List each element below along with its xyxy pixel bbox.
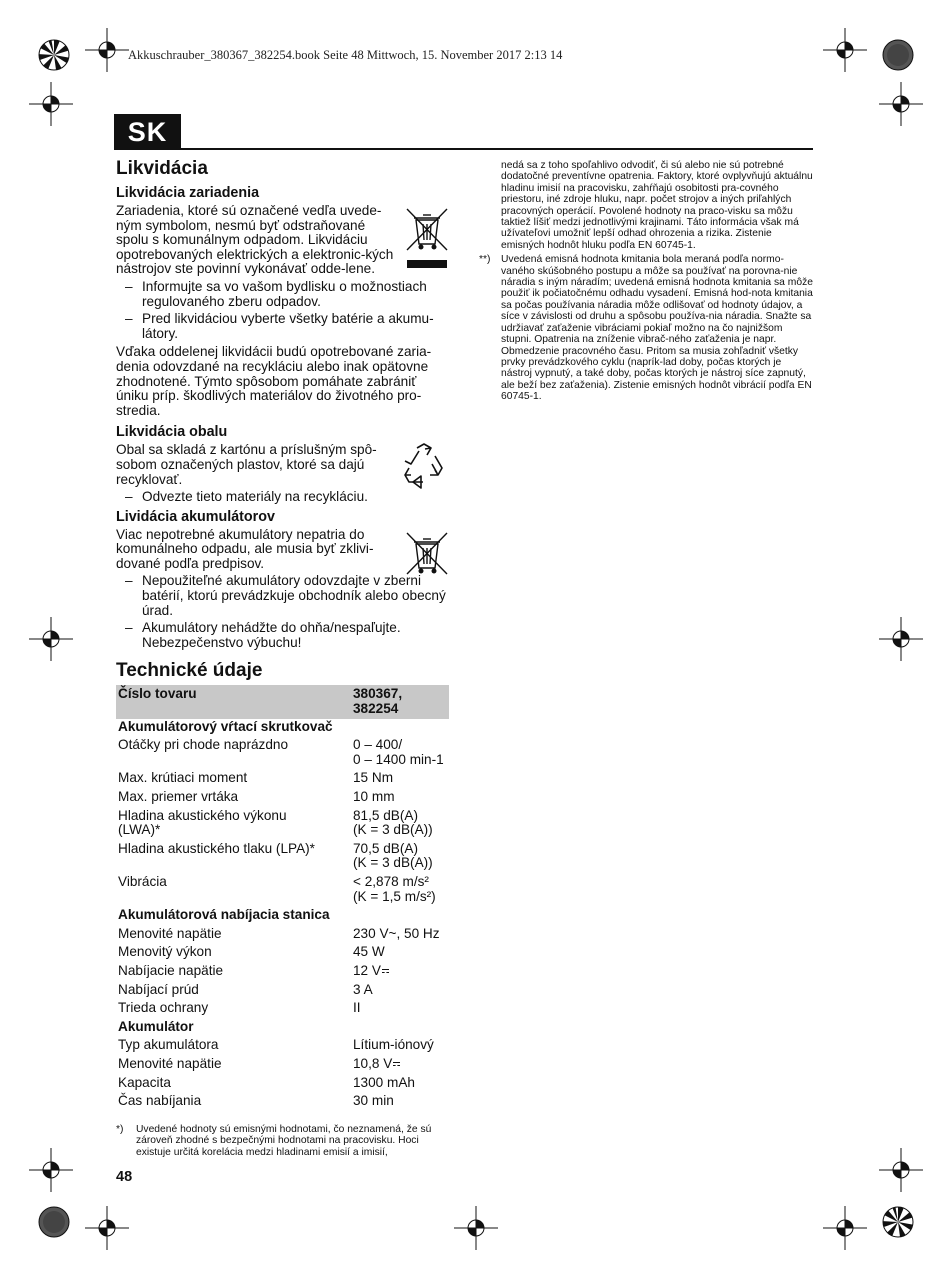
table-row bbox=[116, 770, 449, 789]
packaging-disposal-text: Obal sa skladá z kartónu a príslušným spô-sobom označených plastov, ktoré sa dajú recyklovať. bbox=[116, 442, 377, 487]
crossed-out-wheelie-bin-icon bbox=[405, 206, 449, 270]
registration-mark-icon bbox=[82, 28, 132, 78]
battery-disposal-heading: Lividácia akumulátorov bbox=[116, 508, 275, 525]
color-calibration-circle-icon bbox=[32, 1200, 76, 1244]
battery-disposal-section bbox=[116, 509, 449, 651]
table-cell-value: 230 V~, 50 Hz bbox=[353, 925, 440, 941]
registration-mark-icon bbox=[26, 82, 76, 132]
table-cell-label: Max. priemer vrtáka bbox=[118, 789, 239, 804]
left-column bbox=[116, 158, 449, 1158]
table-cell-value: 10,8 V bbox=[353, 1055, 393, 1071]
table-cell-label: Čas nabíjania bbox=[118, 1093, 202, 1109]
table-cell-label: Kapacita bbox=[118, 1074, 171, 1090]
device-disposal-section bbox=[116, 185, 449, 418]
table-row bbox=[116, 1075, 449, 1094]
table-cell-value: 3 A bbox=[353, 981, 373, 997]
list-item: – Informujte sa vo vašom bydlisku o možnostiach regulovaného zberu odpadov. bbox=[116, 280, 449, 309]
table-cell-label: Nabíjacie napätie bbox=[118, 962, 224, 978]
table-row bbox=[116, 874, 449, 907]
table-cell-value: 10 mm bbox=[353, 789, 395, 804]
packaging-disposal-section bbox=[116, 424, 449, 504]
device-disposal-heading: Likvidácia zariadenia bbox=[116, 185, 260, 201]
table-row bbox=[116, 808, 449, 841]
registration-mark-icon bbox=[820, 1206, 870, 1256]
running-head: Akkuschrauber_380367_382254.book Seite 48 Mittwoch, 15. November 2017 2:13 14 bbox=[128, 48, 563, 62]
registration-mark-icon bbox=[876, 1148, 926, 1198]
table-cell-label: Typ akumulátora bbox=[118, 1037, 219, 1053]
table-row bbox=[116, 737, 449, 770]
table-row bbox=[116, 1037, 449, 1056]
table-cell-value-dc bbox=[351, 1056, 449, 1075]
table-header-label: Číslo tovaru bbox=[116, 685, 351, 718]
footnote-marker: *) bbox=[116, 1123, 124, 1135]
battery-disposal-text: Viac nepotrebné akumulátory nepatria do komunálneho odpadu, ale musia byť zklivi-dované podľa predpisov. bbox=[116, 526, 374, 571]
table-header-row bbox=[116, 685, 449, 718]
table-row bbox=[116, 1093, 449, 1112]
table-row bbox=[116, 1000, 449, 1019]
registration-mark-icon bbox=[876, 617, 926, 667]
table-cell-label: Hladina akustického výkonu (LWA)* bbox=[118, 807, 287, 838]
list-item: – Pred likvidáciou vyberte všetky batérie a akumu-látory. bbox=[116, 312, 449, 341]
table-group-row bbox=[116, 719, 449, 738]
footnote-text: Uvedená emisná hodnota kmitania bola meraná podľa normo-vaného skúšobného postupu a môže sa používať na porovna-nie náradia s iným náradím; uvedená emisná hodnota kmitania sa môže použiť ik počiatočnému odhadu vysadení. Emisná hod-nota kmitania sa počas používania náradia môže odlišovať od hodnoty údajov, a síce v závislosti od druhu a spôsobu používa-nia náradia. Snažte sa udržiavať zaťaženie vibráciami pokiaľ možno na čo najnižšom stupni. Opatrenia na zníženie vibrač-ného zaťaženia je napr. Obmedzenie pracovného času. Pritom sa musia zohľadniť všetky prvky prevádzkového cyklu (naprík-lad doby, počas ktorých je nástroj vypnutý, a také doby, počas ktorých je nástroj síce zapnutý, ale beží bez zaťaženia). Zistenie emisných hodnôt vibrácií podľa EN 60745-1. bbox=[501, 254, 813, 403]
list-item: – Nepoužiteľné akumulátory odovzdajte v zberni batérií, ktorú prevádzkuje obchodník alebo obecný úrad. bbox=[116, 574, 449, 618]
table-row bbox=[116, 944, 449, 963]
table-group-title: Akumulátorový vŕtací skrutkovač bbox=[118, 718, 333, 734]
disposal-heading: Likvidácia bbox=[116, 158, 208, 179]
table-cell-label: Max. krútiaci moment bbox=[118, 770, 248, 786]
table-row bbox=[116, 841, 449, 874]
right-column bbox=[479, 160, 813, 403]
list-item: – Akumulátory nehádžte do ohňa/nespaľujte. Nebezpečenstvo výbuchu! bbox=[116, 621, 449, 650]
table-cell-value: 1300 mAh bbox=[353, 1074, 415, 1090]
language-badge: SK bbox=[114, 114, 181, 150]
color-calibration-circle-icon bbox=[876, 33, 920, 77]
table-cell-value: 81,5 dB(A) (K = 3 dB(A)) bbox=[353, 807, 433, 838]
table-cell-value-dc bbox=[351, 963, 449, 982]
footnote-star bbox=[116, 1124, 449, 1158]
registration-mark-icon bbox=[82, 1206, 132, 1256]
table-row bbox=[116, 963, 449, 982]
table-row bbox=[116, 926, 449, 945]
table-group-title: Akumulátorová nabíjacia stanica bbox=[118, 907, 330, 923]
table-cell-value: 70,5 dB(A) (K = 3 dB(A)) bbox=[353, 840, 433, 871]
table-group-row bbox=[116, 907, 449, 926]
top-rule bbox=[114, 148, 813, 150]
table-cell-label: Menovité napätie bbox=[118, 1055, 222, 1071]
footnote-marker: **) bbox=[479, 254, 491, 266]
direct-current-icon bbox=[382, 968, 389, 974]
registration-mark-icon bbox=[876, 82, 926, 132]
table-group-row bbox=[116, 1019, 449, 1038]
table-cell-value: < 2,878 m/s² (K = 1,5 m/s²) bbox=[353, 873, 436, 904]
registration-mark-icon bbox=[26, 1148, 76, 1198]
technical-data-table bbox=[116, 685, 449, 1111]
footnote-text: nedá sa z toho spoľahlivo odvodiť, či sú alebo nie sú potrebné dodatočné preventívne opatrenia. Faktory, ktoré ovplyvňujú aktuálnu hladinu imisií na pracovisku, zahŕňajú osobitosti pra-covného priestoru, iné zdroje hluku, napr. počet strojov a iných priľahlých pracovných operácií. Povolené hodnoty na praco-visku sa môžu taktiež líšiť medzi jednotlivými krajinami. Táto informácia však má užívateľovi umožniť lepší odhad ohrozenia a rizika. Zistenie emisných hodnôt hluku podľa EN 60745-1. bbox=[501, 160, 813, 251]
table-group-title: Akumulátor bbox=[118, 1018, 194, 1034]
packaging-disposal-heading: Likvidácia obalu bbox=[116, 424, 228, 441]
table-row bbox=[116, 982, 449, 1001]
table-row bbox=[116, 789, 449, 808]
registration-mark-icon bbox=[876, 1200, 920, 1244]
table-cell-label: Hladina akustického tlaku (LPA)* bbox=[118, 840, 315, 856]
device-disposal-list bbox=[116, 280, 449, 341]
packaging-disposal-list bbox=[116, 490, 449, 505]
table-cell-label: Menovité napätie bbox=[118, 925, 222, 941]
table-cell-value: 0 – 400/ 0 – 1400 min-1 bbox=[353, 737, 444, 767]
table-cell-label: Menovitý výkon bbox=[118, 944, 212, 960]
page-number: 48 bbox=[116, 1169, 133, 1185]
crossed-out-wheelie-bin-icon bbox=[405, 530, 449, 576]
direct-current-icon bbox=[393, 1061, 400, 1067]
table-cell-value: 30 min bbox=[353, 1093, 394, 1109]
footnote-star-continued bbox=[479, 160, 813, 251]
table-header-value: 380367, 382254 bbox=[351, 685, 449, 718]
device-disposal-text: Zariadenia, ktoré sú označené vedľa uvede-ným symbolom, nesmú byť odstraňované spolu s komunálnym odpadom. Likvidáciu opotrebovaných elektrických a elektronic-kých nástrojov ste povinní vykonávať odde-lene. bbox=[116, 203, 394, 277]
table-cell-label: Nabíjací prúd bbox=[118, 981, 199, 997]
device-disposal-text-2: Vďaka oddelenej likvidácii budú opotrebované zaria-denia odovzdané na recykláciu alebo inak opätovne zhodnotené. Týmto spôsobom pomáhate zabrániť úniku príp. škodlivých materiálov do životného pro-stredia. bbox=[116, 344, 432, 418]
table-cell-value: 12 V bbox=[353, 962, 381, 978]
table-cell-value: Lítium-iónový bbox=[353, 1037, 434, 1053]
registration-mark-icon bbox=[32, 33, 76, 77]
table-cell-label: Otáčky pri chode naprázdno bbox=[118, 737, 289, 753]
table-cell-label: Trieda ochrany bbox=[118, 1000, 209, 1016]
registration-mark-icon bbox=[820, 28, 870, 78]
table-cell-value: II bbox=[353, 1000, 361, 1016]
footnote-text: Uvedené hodnoty sú emisnými hodnotami, čo neznamená, že sú zároveň zhodné s bezpečnými hodnotami na pracovisku. Hoci existuje určitá korelácia medzi hladinami emisií a imisií, bbox=[136, 1123, 432, 1158]
table-cell-value: 15 Nm bbox=[353, 770, 394, 786]
registration-mark-icon bbox=[451, 1206, 501, 1256]
table-cell-label: Vibrácia bbox=[118, 873, 167, 889]
recycling-arrows-icon bbox=[399, 442, 449, 490]
technical-heading: Technické údaje bbox=[116, 660, 263, 682]
table-cell-value: 45 W bbox=[353, 944, 385, 960]
registration-mark-icon bbox=[26, 617, 76, 667]
footnote-double-star bbox=[479, 254, 813, 402]
table-row bbox=[116, 1056, 449, 1075]
battery-disposal-list bbox=[116, 574, 449, 650]
list-item: – Odvezte tieto materiály na recykláciu. bbox=[116, 490, 449, 505]
